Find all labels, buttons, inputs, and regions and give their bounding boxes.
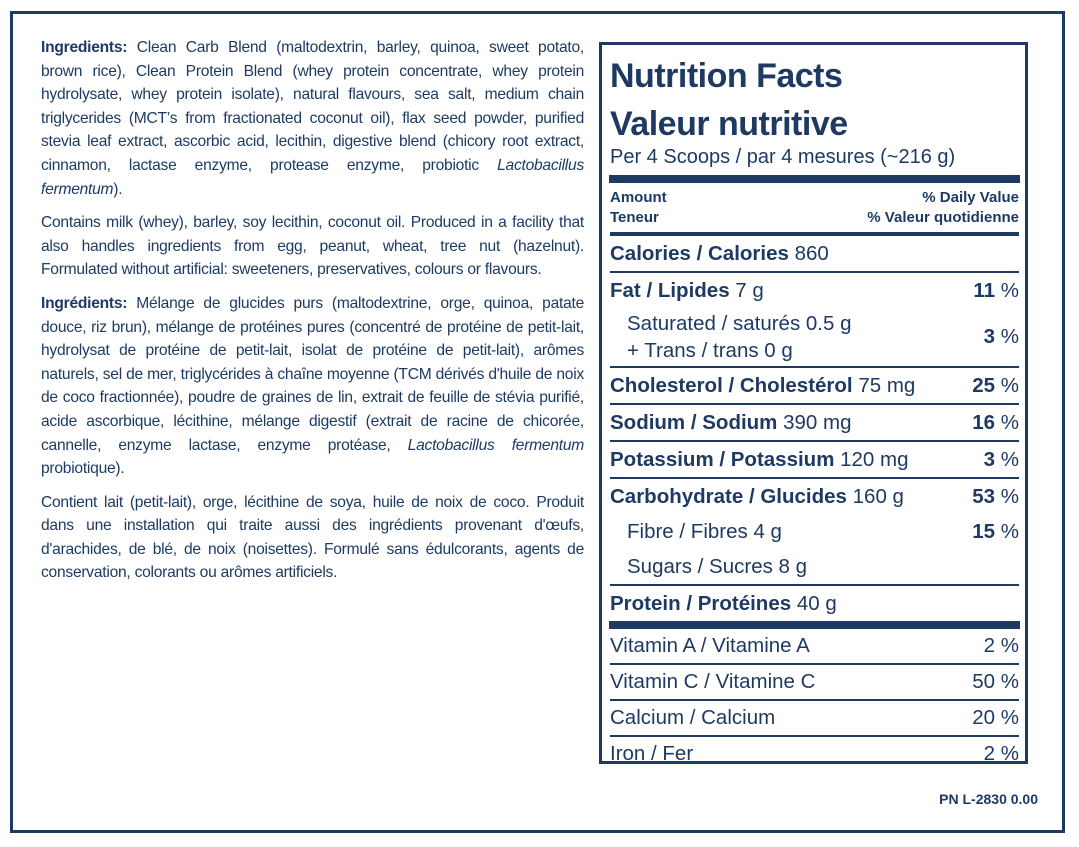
row-fat: Fat / Lipides 7 g 11 % xyxy=(610,278,1019,302)
row-calories: Calories / Calories 860 xyxy=(610,241,829,265)
row-vitamin-c: Vitamin C / Vitamine C 50 % xyxy=(610,670,1019,693)
allergen-statement-en: Contains milk (whey), barley, soy lecithin, coconut oil. Produced in a facility that also handles ingredients from egg, peanut, wheat, tree nut (hazelnut). Formulated without artificial: sweeteners, preservatives, colours or flavours. xyxy=(41,214,584,279)
serving-size: Per 4 Scoops / par 4 mesures (~216 g) xyxy=(610,146,956,168)
row-carbohydrate: Carbohydrate / Glucides 160 g 53 % xyxy=(610,484,1019,508)
row-calcium: Calcium / Calcium 20 % xyxy=(610,706,1019,729)
row-sodium: Sodium / Sodium 390 mg 16 % xyxy=(610,410,1019,434)
nf-title-en: Nutrition Facts xyxy=(610,57,843,95)
ingredients-en: Ingredients: Clean Carb Blend (maltodextrin, barley, quinoa, sweet potato, brown rice), Clean Protein Blend (whey protein concentrate, whey protein hydrolysate, whey protein isolate), natural flavours, sea salt, medium chain triglycerides (MCT’s from fractionated coconut oil), flax seed powder, purified stevia leaf extract, ascorbic acid, lecithin, digestive blend (chicory root extract, cinnamon, lactase enzyme, protease enzyme, probiotic Lactobacillus fermentum). xyxy=(41,39,584,198)
hdr-daily-value: % Daily Value xyxy=(922,189,1019,206)
allergen-statement-fr: Contient lait (petit-lait), orge, lécithine de soya, huile de noix de coco. Produit dans une installation qui traite aussi des ingrédients provenant d'œufs, d'arachides, de blé, de noix (noisettes). Formulé sans édulcorants, agents de conservation, colorants ou arômes artificiels. xyxy=(41,493,584,582)
ingredients-fr: Ingrédients: Mélange de glucides purs (maltodextrine, orge, quinoa, patate douce, riz brun), mélange de protéines pures (concentré de protéine de petit-lait, hydrolysat de protéine de petit-lait, isolat de protéine de petit-lait), arômes naturels, sel de mer, triglycérides à chaîne moyenne (TCM dérivés d'huile de noix de coco fractionnée), poudre de graines de lin, extrait de feuille de stévia purifié, acide ascorbique, lécithine, mélange digestif (extrait de racine de chicorée, cannelle, enzyme lactase, enzyme protéase, Lactobacillus fermentum probiotique). xyxy=(41,294,585,478)
nf-title-fr: Valeur nutritive xyxy=(610,105,848,143)
hdr-valeur-quotidienne: % Valeur quotidienne xyxy=(867,209,1019,226)
ingredients-panel xyxy=(41,36,584,595)
row-protein: Protein / Protéines 40 g xyxy=(610,591,837,615)
nf-header xyxy=(610,183,1019,232)
row-sugars: Sugars / Sucres 8 g xyxy=(627,554,808,578)
divider-thick xyxy=(609,175,1020,183)
row-fibre: Fibre / Fibres 4 g 15 % xyxy=(627,519,1019,543)
row-iron: Iron / Fer 2 % xyxy=(610,742,1019,765)
row-vitamin-a: Vitamin A / Vitamine A 2 % xyxy=(610,634,1019,657)
row-cholesterol: Cholesterol / Cholestérol 75 mg 25 % xyxy=(610,373,1019,397)
hdr-teneur: Teneur xyxy=(610,209,659,226)
nutrition-facts-table xyxy=(599,42,1028,764)
part-number: PN L-2830 0.00 xyxy=(939,791,1038,807)
row-potassium: Potassium / Potassium 120 mg 3 % xyxy=(610,447,1019,471)
row-saturated-trans: Saturated / saturés 0.5 g + Trans / trans 0 g 3 % xyxy=(627,312,1019,362)
divider-thick xyxy=(609,621,1020,629)
hdr-amount: Amount xyxy=(610,189,667,206)
